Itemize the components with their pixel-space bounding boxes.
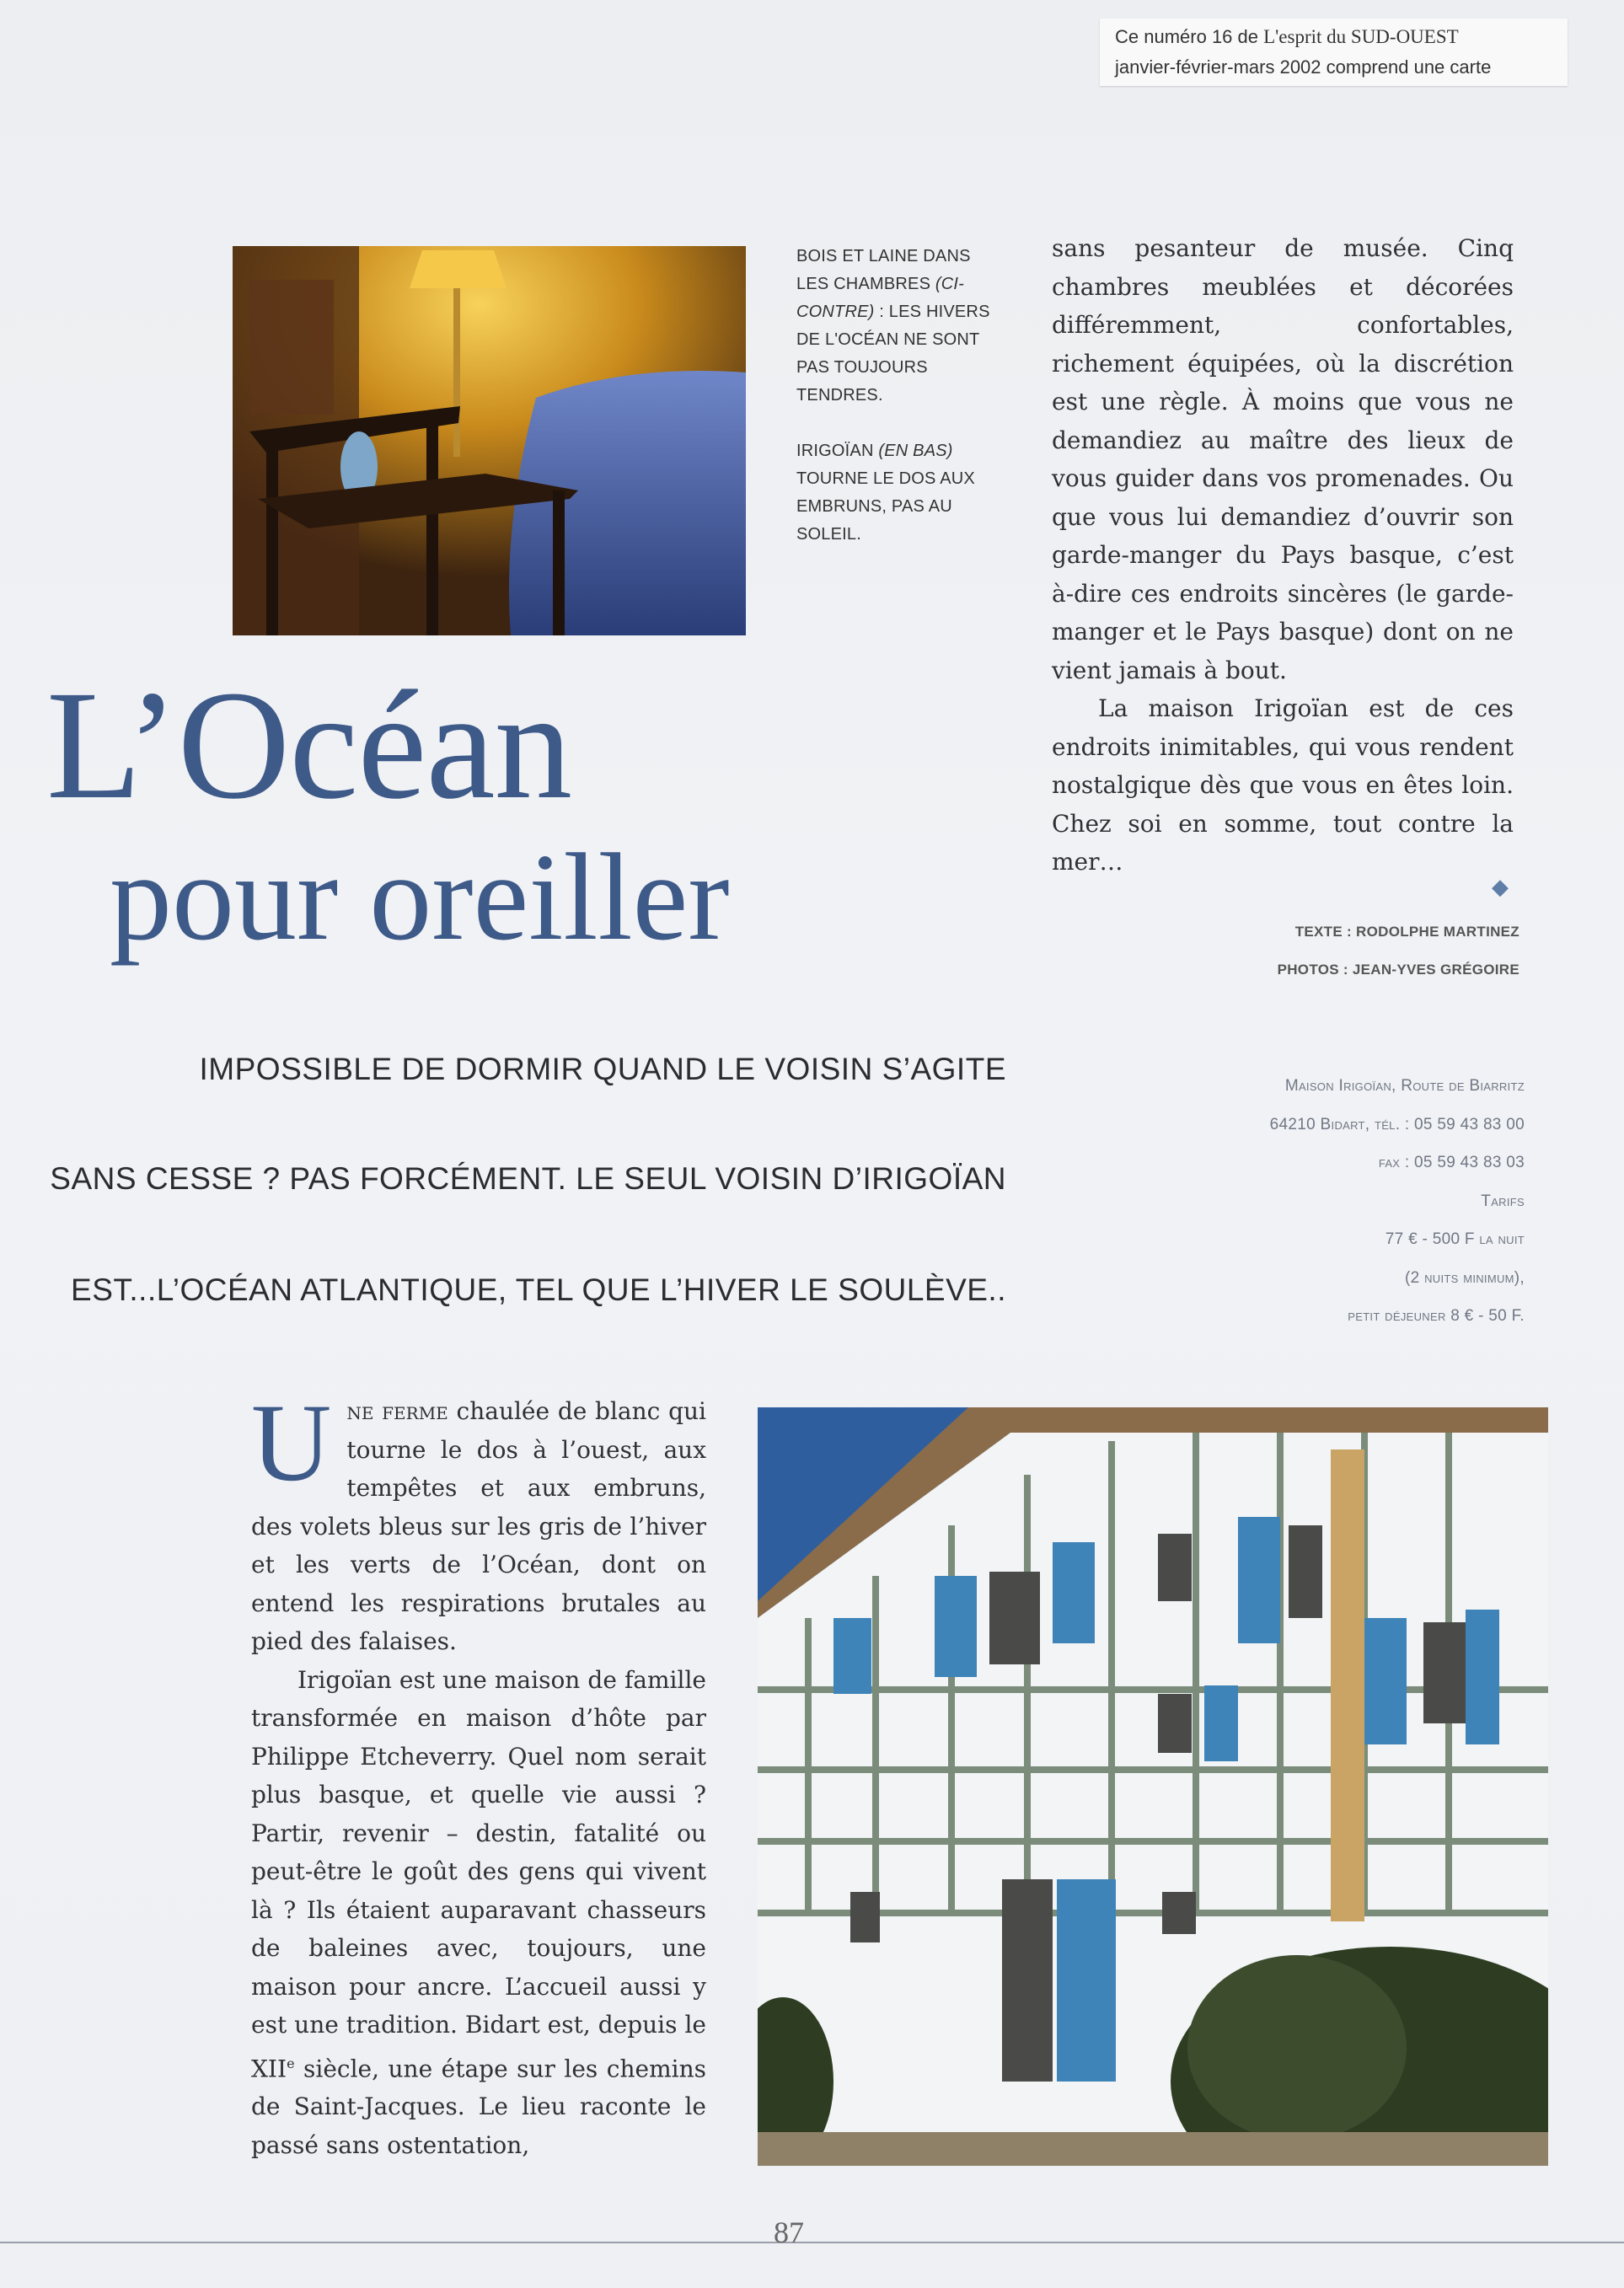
info-rate-breakfast: petit déjeuner 8 € - 50 F. [1348, 1307, 1525, 1325]
page-rule [0, 2242, 1624, 2243]
text-credit: TEXTE : RODOLPHE MARTINEZ [1294, 924, 1519, 940]
basque-house-illustration [758, 1407, 1548, 2166]
sticker-line-2: janvier-février-mars 2002 comprend une carte [1115, 56, 1492, 78]
article-left-column [251, 1380, 706, 2164]
bedroom-photo [233, 246, 746, 635]
photo-credit: PHOTOS : JEAN-YVES GRÉGOIRE [1277, 962, 1519, 978]
deck-line-1: IMPOSSIBLE DE DORMIR QUAND LE VOISIN S’AGITE [199, 1052, 1006, 1086]
deck-line-3: EST...L’OCÉAN ATLANTIQUE, TEL QUE L’HIVER LE SOULÈVE.. [71, 1273, 1006, 1307]
house-photo [758, 1407, 1548, 2166]
caption-paragraph-1: BOIS ET LAINE DANS LES CHAMBRES (CI-CONTRE) : LES HIVERS DE L'OCÉAN NE SONT PAS TOUJOURS TENDRES. [796, 247, 990, 405]
info-fax: fax : 05 59 43 83 03 [1378, 1154, 1525, 1171]
left-paragraph-2: Irigoïan est une maison de famille transformée en maison d’hôte par Philippe Etcheverry. Quel nom serait plus basque, et quelle vie aussi ? Partir, revenir – destin, fatalité ou peut-être le goût des gens qui vivent là ? Ils étaient auparavant chasseurs de baleines avec, toujours, une maison pour ancre. L’accueil aussi y est une tradition. Bidart est, depuis le XIIe siècle, une étape sur les chemins de Saint-Jacques. Le lieu raconte le passé sans ostentation, [251, 1665, 706, 2159]
info-address: Maison Irigoïan, Route de Biarritz [1284, 1077, 1525, 1095]
left-paragraph-1: Une ferme chaulée de blanc qui tourne le dos à l’ouest, aux tempêtes et aux embruns, des volets bleus sur les gris de l’hiver et les verts de l’Océan, dont on entend les respirations brutales au pied des falaises. [251, 1380, 706, 1655]
magazine-brand: L'esprit du SUD-OUEST [1263, 26, 1459, 47]
deck-line-2: SANS CESSE ? PAS FORCÉMENT. LE SEUL VOISIN D’IRIGOÏAN [50, 1161, 1006, 1196]
info-phone: 64210 Bidart, tél. : 05 59 43 83 00 [1269, 1115, 1525, 1133]
headline-line-1: L’Océan [46, 659, 572, 832]
right-paragraph-2: La maison Irigoïan est de ces endroits inimitables, qui vous rendent nostalgique dès que vous en êtes loin. Chez soi en somme, tout contre la mer… [1052, 694, 1514, 876]
drop-cap: U [251, 1380, 332, 1504]
page-number: 87 [774, 2216, 804, 2249]
headline-line-2: pour oreiller [110, 828, 730, 967]
info-rate-minimum: (2 nuits minimum), [1405, 1268, 1525, 1287]
article-right-column [1052, 229, 1514, 881]
bedroom-illustration [233, 246, 746, 635]
caption-paragraph-2: IRIGOÏAN (EN BAS) TOURNE LE DOS AUX EMBRUNS, PAS AU SOLEIL. [796, 442, 975, 544]
sticker-line-1: Ce numéro 16 de L'esprit du SUD-OUEST [1115, 26, 1459, 47]
info-rates-label: Tarifs [1481, 1192, 1525, 1210]
end-mark-icon: ◆ [1492, 875, 1509, 900]
right-paragraph-1: sans pesanteur de musée. Cinq chambres meublées et décorées différemment, confortables, richement équipées, où la discrétion est une règle. À moins que vous ne demandiez au maître des lieux de vous guider dans vos promenades. Ou que vous lui demandiez d’ouvrir son garde-manger du Pays basque, c’est à-dire ces endroits sincères (le garde-manger et le Pays basque) dont on ne vient jamais à bout. [1052, 234, 1514, 684]
info-rate-night: 77 € - 500 F la nuit [1385, 1230, 1525, 1248]
practical-info [1086, 1067, 1525, 1336]
issue-sticker [1100, 19, 1568, 86]
photo-caption [796, 243, 999, 576]
